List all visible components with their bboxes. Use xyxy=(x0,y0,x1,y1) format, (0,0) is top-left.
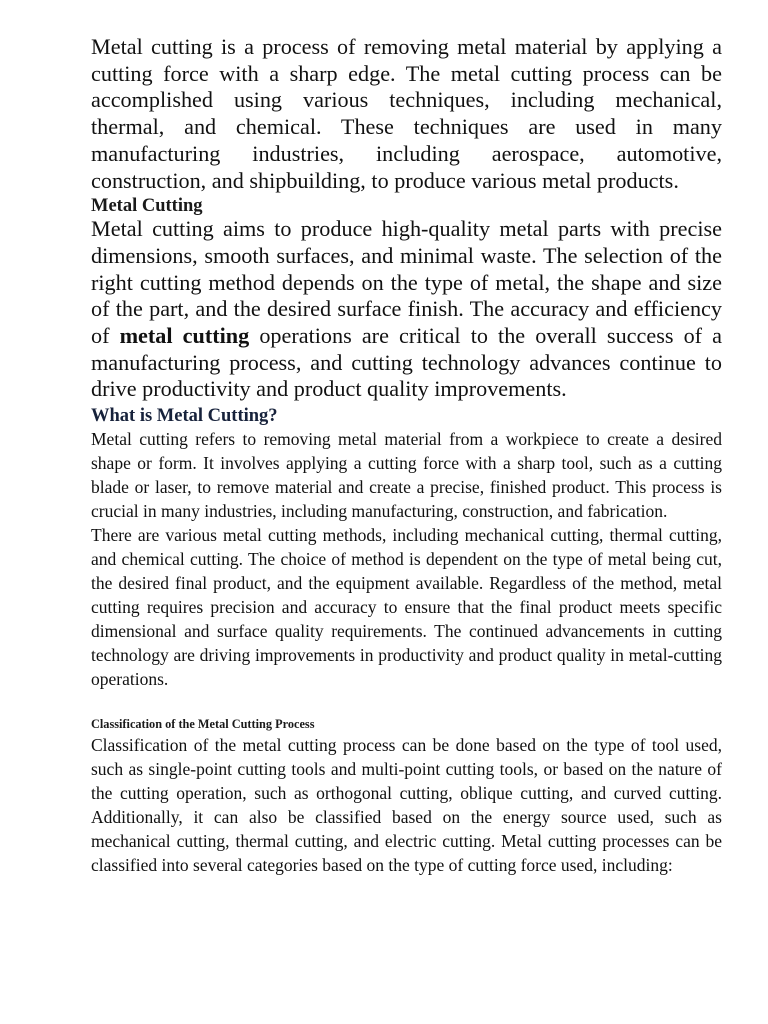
heading-what-is-metal-cutting: What is Metal Cutting? xyxy=(91,406,278,427)
metal-cutting-paragraph xyxy=(91,216,722,403)
metal-cutting-paragraph-text-start: Metal cutting aims to produce high-quality metal parts with precise dimensions, smooth surfaces, and minimal waste. The selection of the right cutting method depends on the type of metal, the shape and size of the part, and the desired surface finish. The accuracy and efficiency of xyxy=(91,216,722,349)
classification-paragraph: Classification of the metal cutting process can be done based on the type of tool used, such as single-point cutting tools and multi-point cutting tools, or based on the nature of the cutting operation, such as orthogonal cutting, oblique cutting, and curved cutting. Additionally, it can also be classified based on the energy source used, such as mechanical cutting, thermal cutting, and electric cutting. Metal cutting processes can be classified into several categories based on the type of cutting force used, including: xyxy=(91,735,722,876)
metal-cutting-paragraph-text-end: operations are critical to the overall success of a manufacturing process, and cutting technology advances continue to drive productivity and product quality improvements. xyxy=(91,323,722,402)
intro-paragraph: Metal cutting is a process of removing metal material by applying a cutting force with a sharp edge. The metal cutting process can be accomplished using various techniques, including mechanical, thermal, and chemical. These techniques are used in many manufacturing industries, including aerospace, automotive, construction, and shipbuilding, to produce various metal products. xyxy=(91,34,722,193)
heading-metal-cutting: Metal Cutting xyxy=(91,196,203,217)
document-page xyxy=(91,34,722,877)
methods-paragraph: There are various metal cutting methods, including mechanical cutting, thermal cutting, and chemical cutting. The choice of method is dependent on the type of metal being cut, the desired final product, and the equipment available. Regardless of the method, metal cutting requires precision and accuracy to ensure that the final product meets specific dimensional and surface quality requirements. The continued advancements in cutting technology are driving improvements in productivity and product quality in metal-cutting operations. xyxy=(91,525,722,690)
metal-cutting-link-text: metal cutting xyxy=(119,323,250,349)
definition-paragraph: Metal cutting refers to removing metal material from a workpiece to create a desired shape or form. It involves applying a cutting force with a sharp tool, such as a cutting blade or laser, to remove material and create a precise, finished product. This process is crucial in many industries, including manufacturing, construction, and fabrication. xyxy=(91,429,722,522)
heading-classification: Classification of the Metal Cutting Process xyxy=(91,717,315,732)
